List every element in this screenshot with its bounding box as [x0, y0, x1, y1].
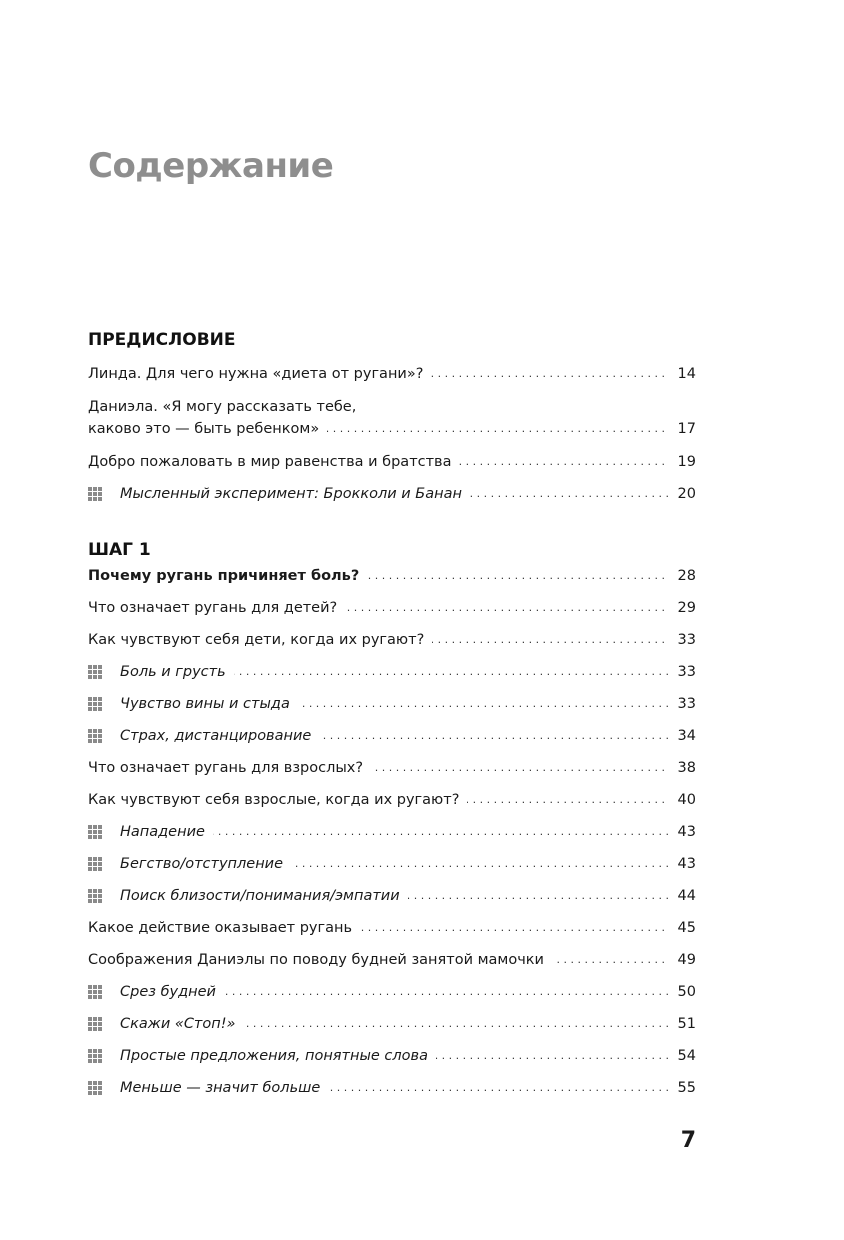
grid-bullet-icon — [88, 665, 102, 679]
toc-entry-page: 43 — [668, 821, 696, 843]
toc-entry-text: Чувство вины и стыда — [120, 693, 298, 715]
grid-bullet-icon — [88, 1017, 102, 1031]
toc-entry — [88, 629, 696, 651]
toc-subentry — [88, 981, 696, 1003]
toc-subentry — [88, 661, 696, 683]
toc-entry-text: Боль и грусть — [120, 661, 234, 683]
toc-entry — [88, 451, 696, 473]
toc-entry-page: 54 — [668, 1045, 696, 1067]
grid-bullet-icon — [88, 729, 102, 743]
toc-entry-text: Срез будней — [120, 981, 224, 1003]
toc-entry-text: Простые предложения, понятные слова — [120, 1045, 436, 1067]
toc-entry-text: Скажи «Стоп!» — [120, 1013, 244, 1035]
grid-bullet-icon — [88, 1049, 102, 1063]
toc-entry-text: Страх, дистанцирование — [120, 725, 319, 747]
toc-entry-text-line1: Даниэла. «Я могу рассказать тебе, — [88, 399, 357, 415]
toc-entry-page: 19 — [668, 451, 696, 473]
toc-subentry — [88, 885, 696, 907]
toc-entry-text: Нападение — [120, 821, 213, 843]
toc-entry-page: 33 — [668, 661, 696, 683]
toc-entry-page: 45 — [668, 917, 696, 939]
toc-entry-page: 55 — [668, 1077, 696, 1099]
toc-entry-text: Поиск близости/понимания/эмпатии — [120, 885, 408, 907]
toc-entry-page: 51 — [668, 1013, 696, 1035]
toc-chapter-title — [88, 565, 696, 587]
toc-entry-page: 44 — [668, 885, 696, 907]
toc-entry-page: 33 — [668, 629, 696, 651]
toc-entry — [88, 949, 696, 971]
toc-entry-text: Меньше — значит больше — [120, 1077, 328, 1099]
toc-entry-text: Бегство/отступление — [120, 853, 291, 875]
toc-entry-page: 40 — [668, 789, 696, 811]
toc-entry-text: Что означает ругань для взрослых? — [88, 757, 371, 779]
toc-entry-page: 20 — [668, 483, 696, 505]
toc-subentry — [88, 821, 696, 843]
toc-entry-text: Как чувствуют себя дети, когда их ругают? — [88, 629, 432, 651]
toc-entry — [88, 757, 696, 779]
toc-entry-page: 33 — [668, 693, 696, 715]
toc-entry-text: Что означает ругань для детей? — [88, 597, 345, 619]
toc-entry-text: Линда. Для чего нужна «диета от ругани»? — [88, 363, 431, 385]
toc-subentry — [88, 483, 696, 505]
section-heading-step1: ШАГ 1 — [88, 540, 151, 560]
toc-entry — [88, 597, 696, 619]
toc-entry — [88, 363, 696, 385]
toc-subentry — [88, 1077, 696, 1099]
toc-subentry — [88, 1045, 696, 1067]
toc-subentry — [88, 853, 696, 875]
grid-bullet-icon — [88, 1081, 102, 1095]
toc-entry — [88, 917, 696, 939]
page-title: Содержание — [88, 146, 334, 186]
toc-entry-text: Добро пожаловать в мир равенства и братства — [88, 451, 459, 473]
toc-entry-text: каково это — быть ребенком» — [88, 418, 327, 440]
toc-entry-page: 14 — [668, 363, 696, 385]
toc-entry-text: Какое действие оказывает ругань — [88, 917, 360, 939]
grid-bullet-icon — [88, 985, 102, 999]
section-heading-preface: ПРЕДИСЛОВИЕ — [88, 330, 236, 350]
toc-subentry — [88, 1013, 696, 1035]
grid-bullet-icon — [88, 487, 102, 501]
toc-entry-page: 38 — [668, 757, 696, 779]
toc-entry-page: 43 — [668, 853, 696, 875]
toc-entry-text: Соображения Даниэлы по поводу будней занятой мамочки — [88, 949, 552, 971]
page-number: 7 — [680, 1128, 696, 1153]
grid-bullet-icon — [88, 825, 102, 839]
grid-bullet-icon — [88, 857, 102, 871]
toc-entry-page: 28 — [668, 565, 696, 587]
toc-entry — [88, 789, 696, 811]
toc-subentry — [88, 693, 696, 715]
toc-entry — [88, 418, 696, 440]
toc-entry-page: 29 — [668, 597, 696, 619]
toc-entry-page: 34 — [668, 725, 696, 747]
toc-entry-text: Мысленный эксперимент: Брокколи и Банан — [120, 483, 470, 505]
toc-entry-text: Как чувствуют себя взрослые, когда их ругают? — [88, 789, 467, 811]
toc-subentry — [88, 725, 696, 747]
toc-entry-page: 49 — [668, 949, 696, 971]
toc-entry-text: Почему ругань причиняет боль? — [88, 565, 367, 587]
toc-entry-page: 50 — [668, 981, 696, 1003]
grid-bullet-icon — [88, 697, 102, 711]
toc-entry-page: 17 — [668, 418, 696, 440]
grid-bullet-icon — [88, 889, 102, 903]
